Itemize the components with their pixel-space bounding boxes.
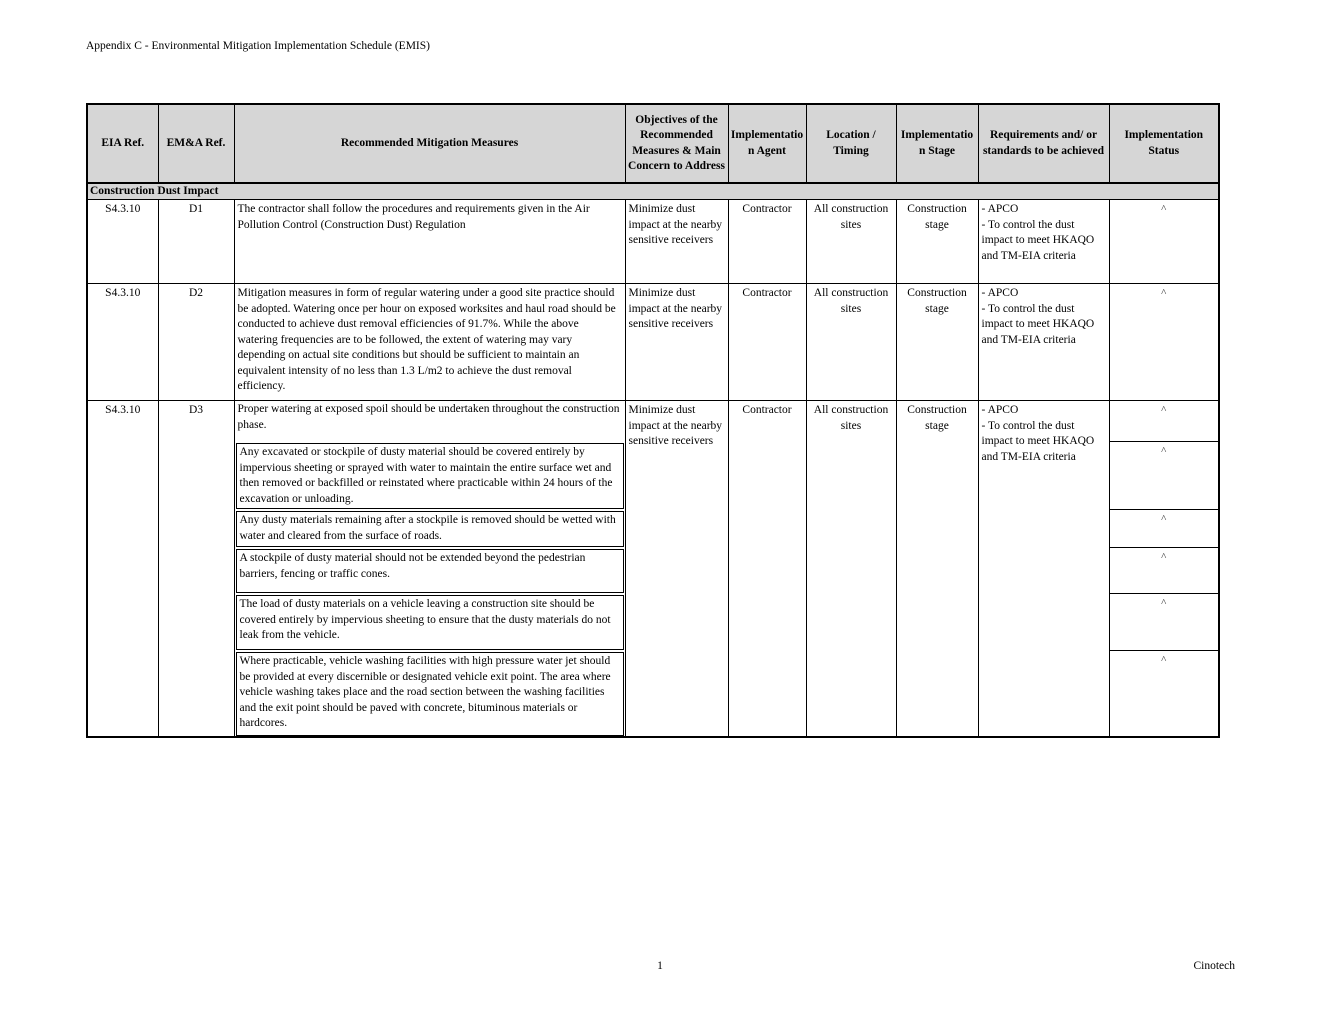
col-header-status: Implementation Status — [1109, 104, 1219, 183]
status-caret: ^ — [1161, 551, 1167, 563]
status-caret: ^ — [1161, 513, 1167, 525]
status-caret: ^ — [1161, 287, 1167, 299]
requirement-line: - To control the dust impact to meet HKAQO and TM-EIA criteria — [981, 218, 1095, 262]
requirement-line: - APCO — [981, 404, 1019, 416]
measure-item: A stockpile of dusty material should not be extended beyond the pedestrian barriers, fencing or traffic cones. — [236, 549, 624, 593]
cell-status — [1109, 284, 1219, 401]
col-header-stage: Implementation Stage — [896, 104, 978, 183]
status-subcell — [1110, 401, 1219, 441]
emis-table — [86, 103, 1220, 738]
requirement-line: - APCO — [981, 203, 1019, 215]
footer-company-name: Cinotech — [1193, 960, 1235, 972]
section-row — [87, 183, 1219, 200]
cell-status — [1109, 200, 1219, 284]
status-caret: ^ — [1161, 404, 1167, 416]
status-caret: ^ — [1161, 597, 1167, 609]
col-header-requirements: Requirements and/ or standards to be achieved — [978, 104, 1109, 183]
status-subcell — [1110, 509, 1219, 547]
requirement-line: - APCO — [981, 287, 1019, 299]
cell-stage: Construction stage — [896, 200, 978, 284]
cell-agent: Contractor — [728, 200, 806, 284]
cell-eia-ref: S4.3.10 — [87, 200, 158, 284]
status-caret: ^ — [1161, 203, 1167, 215]
requirement-line: - To control the dust impact to meet HKAQO and TM-EIA criteria — [981, 302, 1095, 346]
col-header-ema-ref: EM&A Ref. — [158, 104, 234, 183]
cell-status — [1109, 401, 1219, 738]
cell-ema-ref: D2 — [158, 284, 234, 401]
cell-agent: Contractor — [728, 401, 806, 738]
table-row-d1 — [87, 200, 1219, 284]
cell-location-timing: All construction sites — [806, 284, 896, 401]
section-title: Construction Dust Impact — [87, 183, 1219, 200]
cell-location-timing: All construction sites — [806, 401, 896, 738]
cell-measures — [234, 401, 625, 738]
cell-objectives: Minimize dust impact at the nearby sensitive receivers — [625, 284, 728, 401]
col-header-agent: Implementation Agent — [728, 104, 806, 183]
cell-requirements — [978, 200, 1109, 284]
measure-item: Proper watering at exposed spoil should be undertaken throughout the construction phase. — [237, 403, 620, 431]
cell-objectives: Minimize dust impact at the nearby sensitive receivers — [625, 200, 728, 284]
cell-objectives: Minimize dust impact at the nearby sensitive receivers — [625, 401, 728, 738]
status-caret: ^ — [1161, 445, 1167, 457]
cell-ema-ref: D1 — [158, 200, 234, 284]
col-header-location-timing: Location / Timing — [806, 104, 896, 183]
cell-location-timing: All construction sites — [806, 200, 896, 284]
cell-measures: The contractor shall follow the procedures and requirements given in the Air Pollution Control (Construction Dust) Regulation — [234, 200, 625, 284]
cell-requirements — [978, 284, 1109, 401]
cell-eia-ref: S4.3.10 — [87, 284, 158, 401]
cell-stage: Construction stage — [896, 284, 978, 401]
cell-stage: Construction stage — [896, 401, 978, 738]
measure-item: Any excavated or stockpile of dusty material should be covered entirely by impervious sheeting or sprayed with water to maintain the entire surface wet and then removed or backfilled or reinstated where practicable within 24 hours of the excavation or unloading. — [236, 443, 624, 509]
cell-requirements — [978, 401, 1109, 738]
table-header-row — [87, 104, 1219, 183]
table-row-d2 — [87, 284, 1219, 401]
cell-eia-ref: S4.3.10 — [87, 401, 158, 738]
status-subcell — [1110, 593, 1219, 650]
footer-page-number: 1 — [657, 960, 663, 972]
requirement-line: - To control the dust impact to meet HKAQO and TM-EIA criteria — [981, 419, 1095, 463]
page-title: Appendix C - Environmental Mitigation Implementation Schedule (EMIS) — [86, 40, 430, 52]
col-header-eia-ref: EIA Ref. — [87, 104, 158, 183]
col-header-objectives: Objectives of the Recommended Measures & Main Concern to Address — [625, 104, 728, 183]
col-header-measures: Recommended Mitigation Measures — [234, 104, 625, 183]
status-subcell — [1110, 547, 1219, 593]
measure-item: Any dusty materials remaining after a stockpile is removed should be wetted with water and cleared from the surface of roads. — [236, 511, 624, 547]
status-subcell — [1110, 650, 1219, 736]
status-caret: ^ — [1161, 654, 1167, 666]
cell-agent: Contractor — [728, 284, 806, 401]
measure-item: Where practicable, vehicle washing facilities with high pressure water jet should be provided at every discernible or designated vehicle exit point. The area where vehicle washing takes place and the road section between the washing facilities and the exit point should be paved with concrete, bituminous materials or hardcores. — [236, 652, 624, 736]
measure-item: The load of dusty materials on a vehicle leaving a construction site should be covered entirely by impervious sheeting to ensure that the dusty materials do not leak from the vehicle. — [236, 595, 624, 650]
table-row-d3 — [87, 401, 1219, 738]
cell-measures: Mitigation measures in form of regular watering under a good site practice should be adopted. Watering once per hour on exposed worksites and haul road should be conducted to achieve dust removal efficiencies of 91.7%. While the above watering frequencies are to be followed, the extent of watering may vary depending on actual site conditions but should be sufficient to maintain an equivalent intensity of no less than 1.3 L/m2 to achieve the dust removal efficiency. — [234, 284, 625, 401]
status-subcell — [1110, 441, 1219, 509]
cell-ema-ref: D3 — [158, 401, 234, 738]
